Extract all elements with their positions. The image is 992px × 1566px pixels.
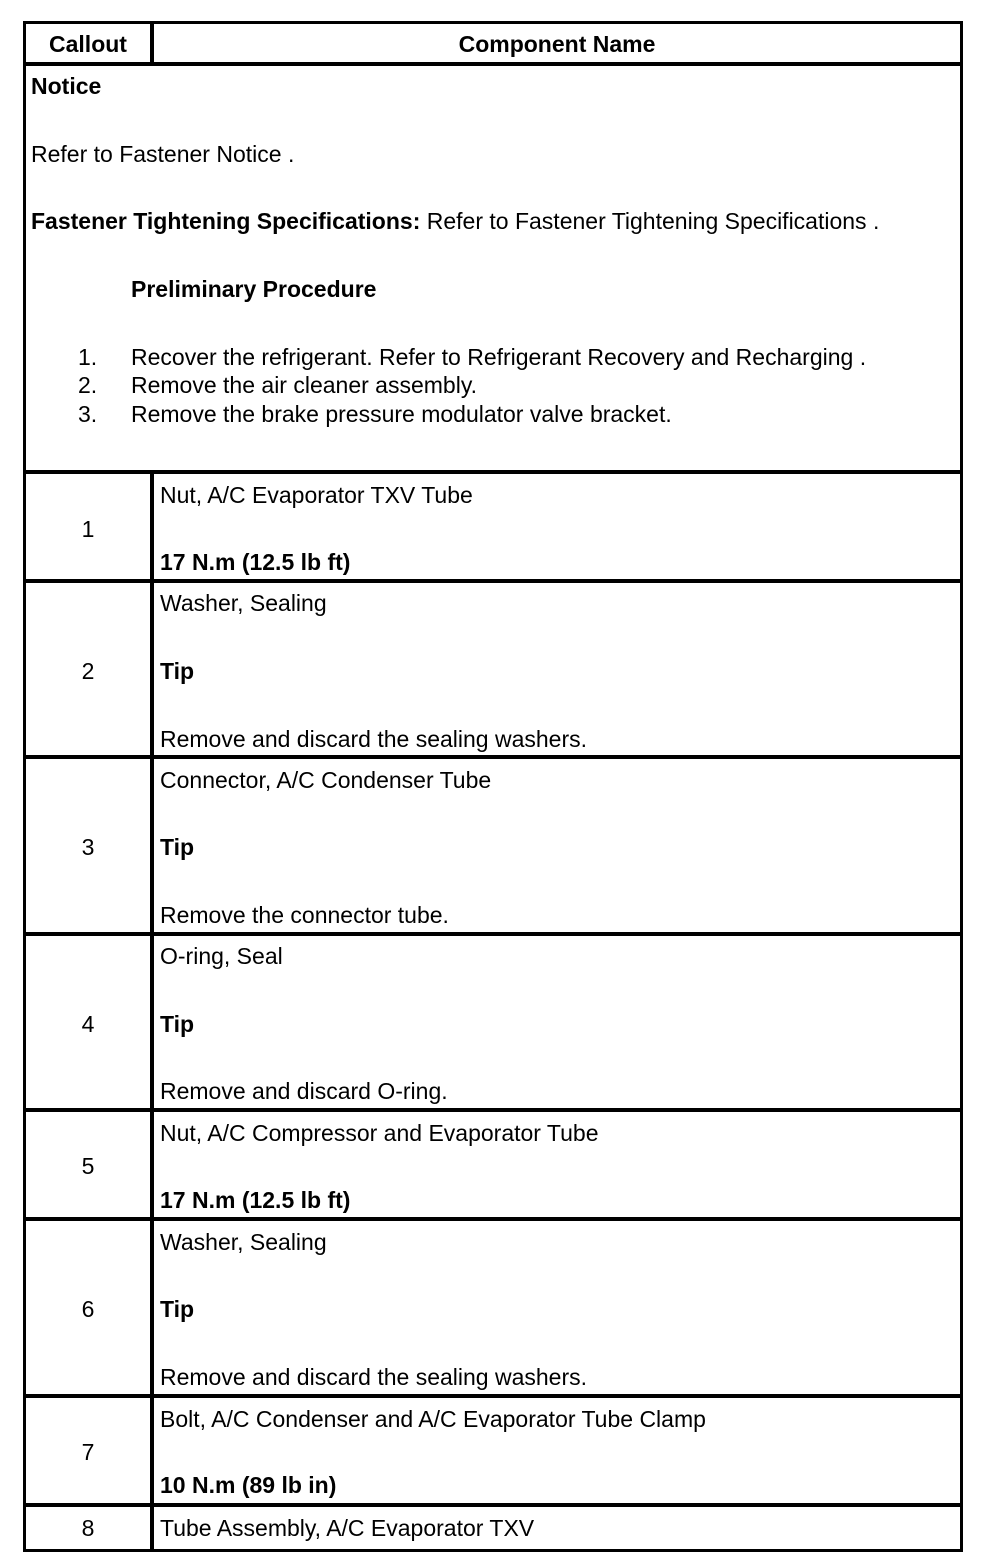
component-name: Tube Assembly, A/C Evaporator TXV	[160, 1515, 535, 1541]
component-name: Nut, A/C Compressor and Evaporator Tube	[160, 1120, 599, 1146]
header-component-name: Component Name	[458, 31, 656, 57]
component-name: Washer, Sealing	[160, 1229, 327, 1255]
component-name: Bolt, A/C Condenser and A/C Evaporator Tube Clamp	[160, 1406, 706, 1432]
table-rule	[23, 1394, 963, 1398]
table-rule	[23, 932, 963, 936]
component-name: Connector, A/C Condenser Tube	[160, 767, 492, 793]
torque-spec: 17 N.m (12.5 lb ft)	[160, 549, 351, 575]
component-name: O-ring, Seal	[160, 943, 283, 969]
table-rule	[23, 755, 963, 759]
tip-label: Tip	[160, 1011, 195, 1037]
step-text: Remove the brake pressure modulator valve bracket.	[131, 401, 672, 427]
fastener-spec-label: Fastener Tightening Specifications:	[31, 208, 421, 234]
component-name: Washer, Sealing	[160, 590, 327, 616]
callout-number: 4	[81, 1011, 95, 1037]
notice-title: Notice	[31, 73, 102, 99]
callout-number: 6	[81, 1296, 95, 1322]
fastener-spec-text: Refer to Fastener Tightening Specifications .	[420, 208, 880, 234]
component-name: Nut, A/C Evaporator TXV Tube	[160, 482, 473, 508]
callout-number: 3	[81, 834, 95, 860]
tip-text: Remove and discard the sealing washers.	[160, 726, 588, 752]
step-text: Recover the refrigerant. Refer to Refrigerant Recovery and Recharging .	[131, 344, 867, 370]
column-divider	[150, 470, 154, 1552]
header-callout: Callout	[49, 31, 127, 57]
table-rule	[23, 470, 963, 474]
table-rule	[23, 1503, 963, 1507]
table-rule	[23, 1217, 963, 1221]
procedure-title: Preliminary Procedure	[131, 276, 377, 302]
table-rule	[23, 1108, 963, 1112]
callout-number: 7	[81, 1439, 95, 1465]
step-number: 2.	[78, 372, 98, 398]
callout-number: 1	[81, 516, 95, 542]
tip-label: Tip	[160, 834, 195, 860]
notice-refer: Refer to Fastener Notice .	[31, 141, 295, 167]
tip-label: Tip	[160, 658, 195, 684]
tip-text: Remove and discard the sealing washers.	[160, 1364, 588, 1390]
callout-number: 5	[81, 1153, 95, 1179]
torque-spec: 17 N.m (12.5 lb ft)	[160, 1187, 351, 1213]
table-rule	[23, 62, 963, 66]
step-text: Remove the air cleaner assembly.	[131, 372, 477, 398]
table-rule	[23, 579, 963, 583]
tip-text: Remove the connector tube.	[160, 902, 449, 928]
tip-label: Tip	[160, 1296, 195, 1322]
tip-text: Remove and discard O-ring.	[160, 1078, 448, 1104]
callout-number: 2	[81, 658, 95, 684]
step-number: 3.	[78, 401, 98, 427]
fastener-spec-line	[31, 208, 879, 234]
step-number: 1.	[78, 344, 98, 370]
callout-number: 8	[81, 1515, 95, 1541]
torque-spec: 10 N.m (89 lb in)	[160, 1472, 337, 1498]
